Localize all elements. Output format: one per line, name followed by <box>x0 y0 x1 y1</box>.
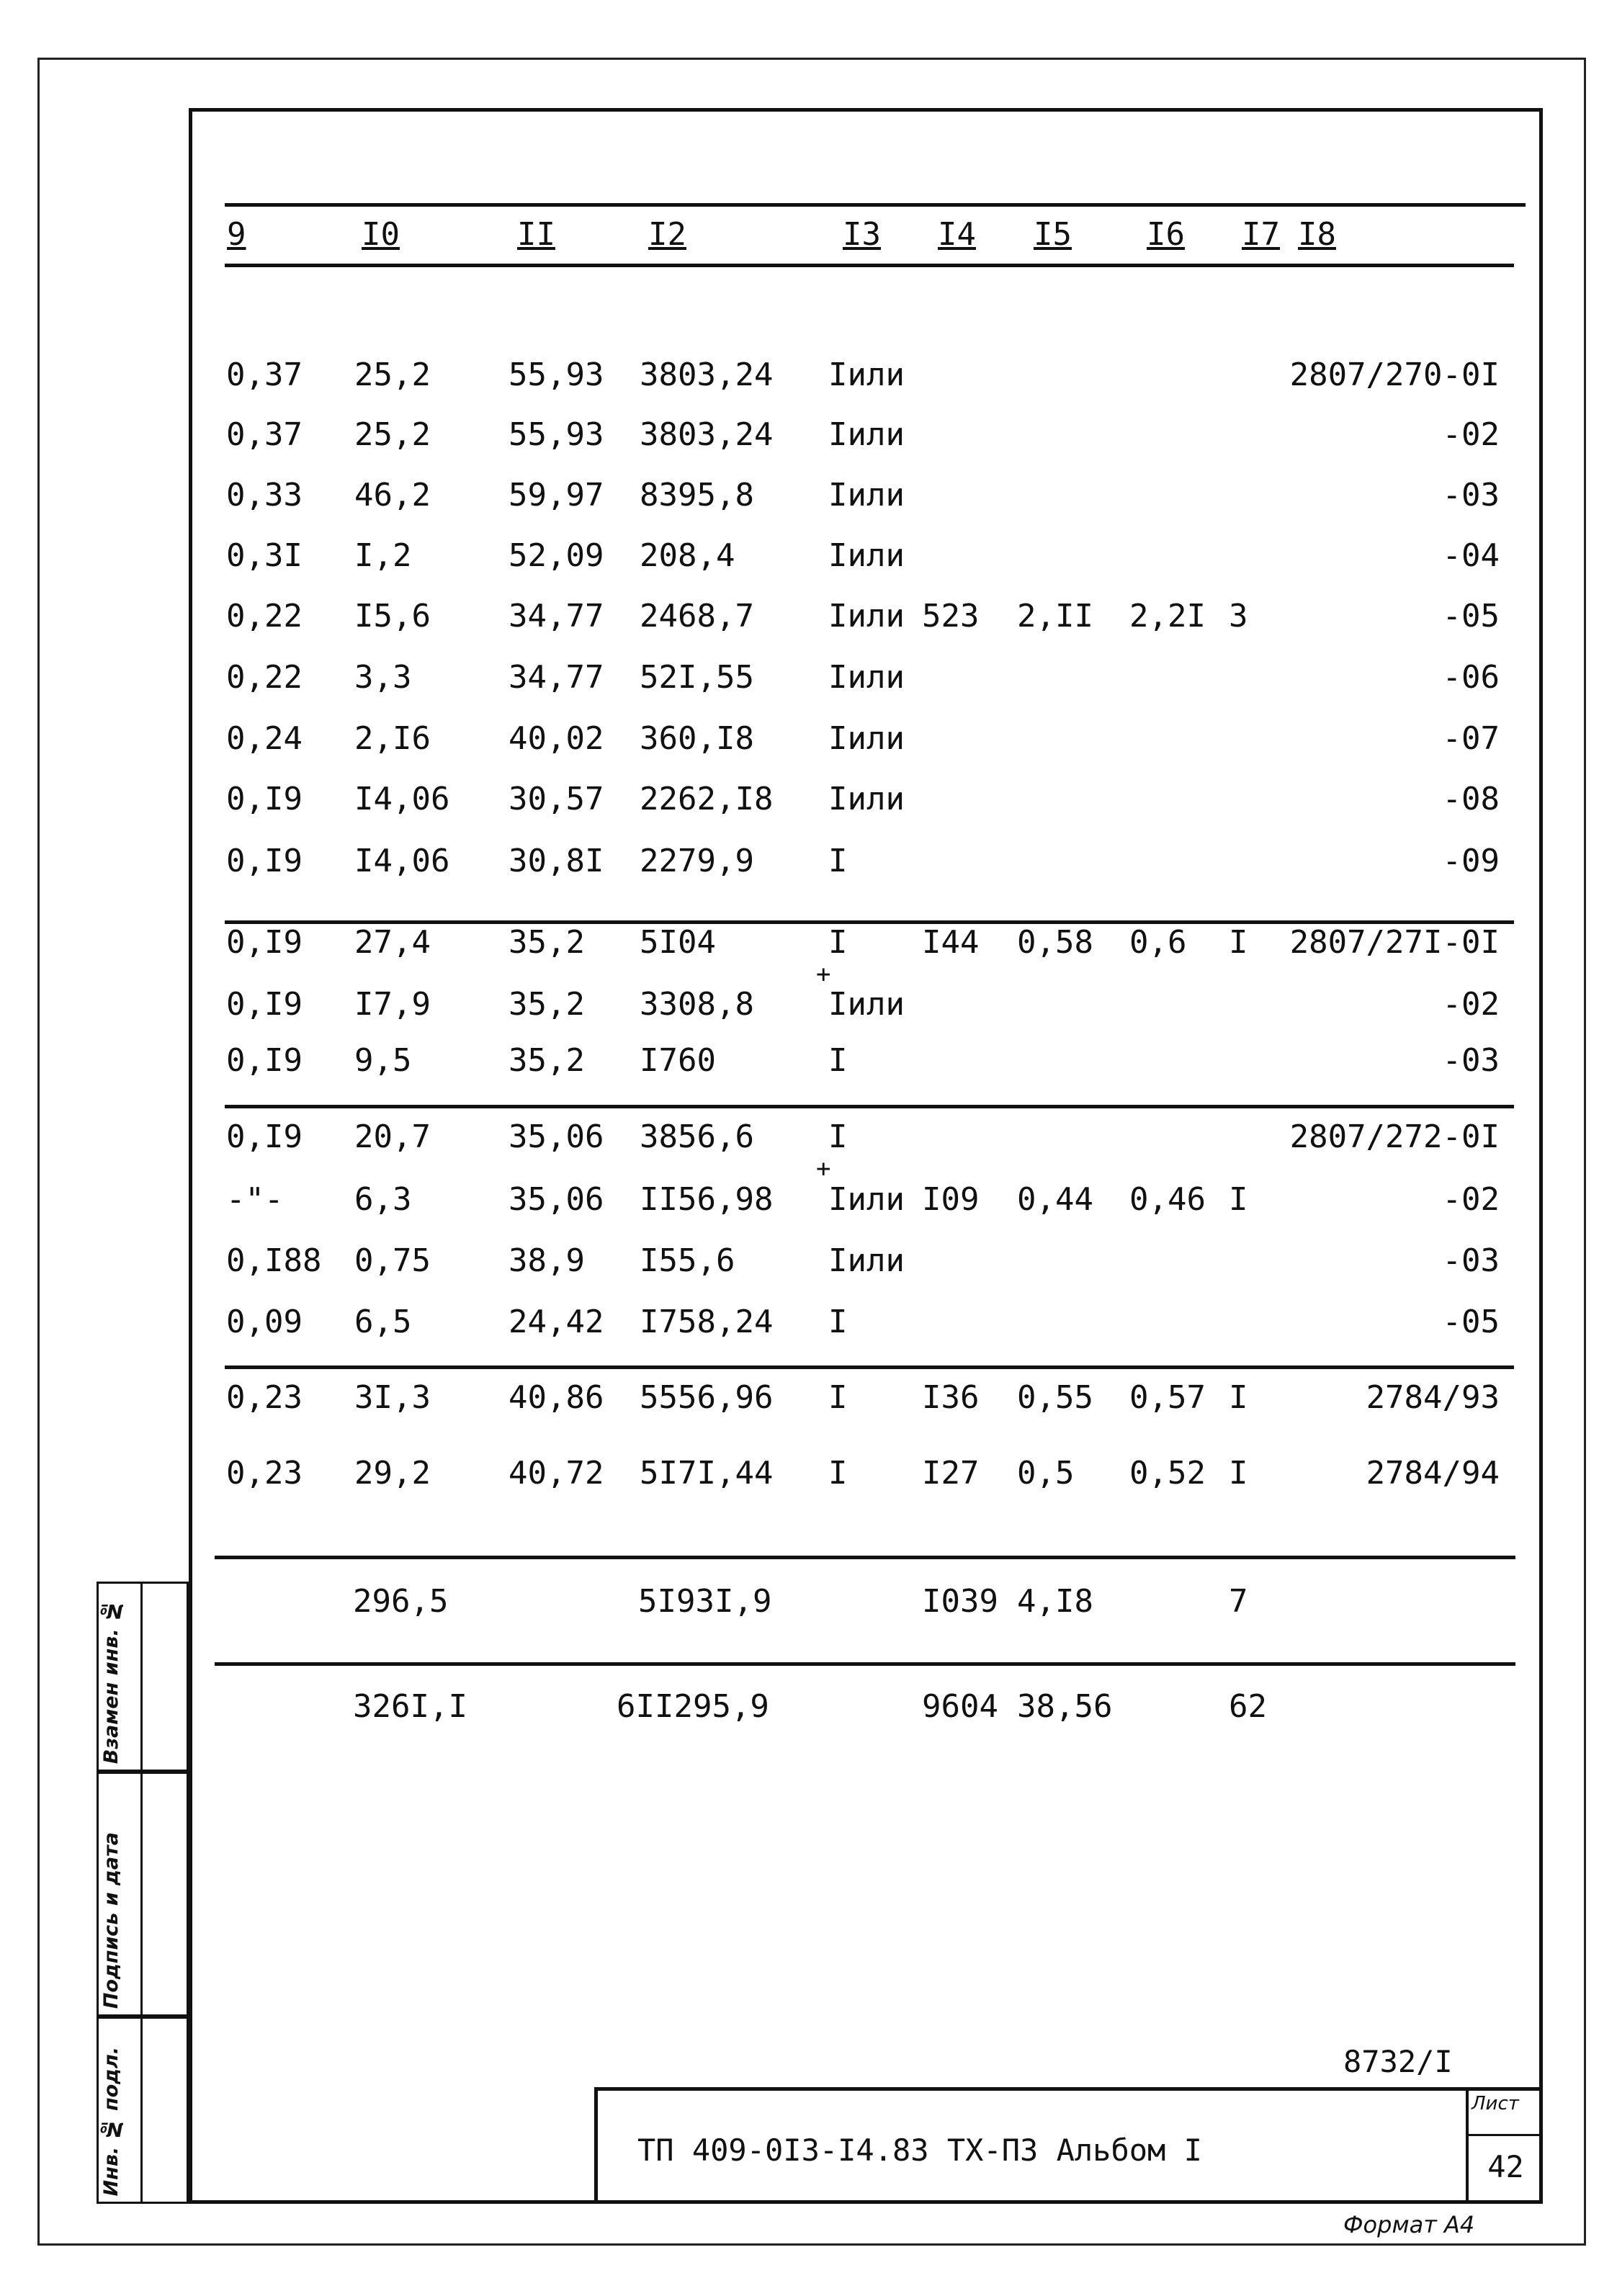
cell-c12: I55,6 <box>640 1242 735 1279</box>
cell-c9: 0,33 <box>226 477 303 514</box>
cell-c13: Iили <box>828 720 905 757</box>
cell-c9: 0,09 <box>226 1304 303 1340</box>
cell-c13: Iили <box>828 416 905 453</box>
cell-c13: I <box>828 1042 848 1079</box>
cell-c10: 0,75 <box>354 1242 431 1279</box>
cell-c18: 2807/27I-0I <box>1289 924 1500 961</box>
sheet-number: 42 <box>1469 2134 1543 2184</box>
cell-c11: 40,02 <box>509 720 604 757</box>
stamp-label-inv-orig: Инв. № подл. <box>100 2046 122 2196</box>
cell-c10: I,2 <box>354 537 412 574</box>
cell-c11: 35,2 <box>509 1042 585 1079</box>
cell-c18: 2807/270-0I <box>1289 356 1500 393</box>
total-c10: 326I,I <box>353 1688 467 1725</box>
col-header-11: II <box>517 216 555 253</box>
total-c14: 9604 <box>922 1688 998 1725</box>
cell-c13: Iили <box>828 659 905 696</box>
total-c17: 62 <box>1229 1688 1267 1725</box>
cell-c11: 30,8I <box>509 843 604 879</box>
cell-c9: 0,24 <box>226 720 303 757</box>
cell-c11: 38,9 <box>509 1242 585 1279</box>
format-label: Формат А4 <box>1343 2211 1475 2238</box>
cell-c13: Iили <box>828 1242 905 1279</box>
cell-c13: Iили <box>828 356 905 393</box>
cell-c12: 5556,96 <box>640 1379 774 1416</box>
cell-c10: 27,4 <box>354 924 431 961</box>
cell-c10: I7,9 <box>354 986 431 1023</box>
cell-c11: 24,42 <box>509 1304 604 1340</box>
cell-c10: I5,6 <box>354 598 431 634</box>
cell-c10: 2,I6 <box>354 720 431 757</box>
cell-c12: II56,98 <box>640 1181 774 1218</box>
total-c12: 6II295,9 <box>617 1688 769 1725</box>
cell-c10: I4,06 <box>354 781 450 817</box>
cell-c12: 360,I8 <box>640 720 754 757</box>
cell-c13: Iили <box>828 781 905 817</box>
stamp-value-inv-replace <box>143 1582 189 1772</box>
cell-c12: 208,4 <box>640 537 735 574</box>
cell-c9: 0,37 <box>226 416 303 453</box>
cell-c9: 0,3I <box>226 537 303 574</box>
cell-c10: I4,06 <box>354 843 450 879</box>
cell-c13: Iили <box>828 986 905 1023</box>
sheet-box <box>1466 2087 1543 2204</box>
cell-c10: 6,3 <box>354 1181 412 1218</box>
stamp-cell-inv-replace <box>97 1582 143 1772</box>
cell-c11: 35,06 <box>509 1118 604 1155</box>
header-bottom-rule <box>225 264 1514 267</box>
cell-c18: 2784/93 <box>1366 1379 1500 1416</box>
cell-c11: 40,72 <box>509 1455 604 1492</box>
cell-c13: Iили <box>828 1181 905 1218</box>
stamp-value-sign-date <box>143 1772 189 2017</box>
subtotal-c14: I039 <box>922 1583 998 1620</box>
header-top-rule <box>225 203 1526 207</box>
cell-c9: -"- <box>226 1181 284 1218</box>
plus-mark: + <box>816 1154 831 1183</box>
cell-c18: -03 <box>1442 477 1500 514</box>
cell-c14: I09 <box>922 1181 980 1218</box>
stamp-label-sign-date: Подпись и дата <box>100 1831 122 2009</box>
total-c15: 38,56 <box>1017 1688 1113 1725</box>
cell-c13: I <box>828 1118 848 1155</box>
cell-c14: I27 <box>922 1455 980 1492</box>
stamp-value-inv-orig <box>143 2017 189 2204</box>
col-header-12: I2 <box>648 216 686 253</box>
cell-c18: -02 <box>1442 986 1500 1023</box>
cell-c16: 0,46 <box>1129 1181 1206 1218</box>
cell-c10: 25,2 <box>354 356 431 393</box>
col-header-13: I3 <box>843 216 881 253</box>
cell-c15: 0,44 <box>1017 1181 1093 1218</box>
cell-c12: 52I,55 <box>640 659 754 696</box>
cell-c18: 2784/94 <box>1366 1455 1500 1492</box>
cell-c12: 2262,I8 <box>640 781 774 817</box>
cell-c13: Iили <box>828 537 905 574</box>
sheet-label: Лист <box>1472 2093 1519 2115</box>
cell-c18: -09 <box>1442 843 1500 879</box>
cell-c18: -05 <box>1442 1304 1500 1340</box>
cell-c12: 3856,6 <box>640 1118 754 1155</box>
cell-c14: I36 <box>922 1379 980 1416</box>
document-designation: ТП 409-0I3-I4.83 ТХ-ПЗ Альбом I <box>637 2133 1202 2168</box>
stamp-label-inv-replace: Взамен инв. № <box>100 1599 122 1764</box>
cell-c11: 35,06 <box>509 1181 604 1218</box>
cell-c18: -05 <box>1442 598 1500 634</box>
cell-c17: I <box>1229 1455 1248 1492</box>
archive-number: 8732/I <box>1343 2044 1453 2079</box>
cell-c11: 34,77 <box>509 659 604 696</box>
col-header-16: I6 <box>1147 216 1185 253</box>
cell-c18: -02 <box>1442 416 1500 453</box>
cell-c17: 3 <box>1229 598 1248 634</box>
cell-c11: 59,97 <box>509 477 604 514</box>
cell-c12: 8395,8 <box>640 477 754 514</box>
col-header-9: 9 <box>227 216 246 253</box>
total-rule <box>215 1662 1515 1666</box>
subtotal-c10: 296,5 <box>353 1583 449 1620</box>
cell-c18: -04 <box>1442 537 1500 574</box>
col-header-10: I0 <box>362 216 400 253</box>
cell-c15: 2,II <box>1017 598 1093 634</box>
cell-c9: 0,I9 <box>226 924 303 961</box>
subtotal-rule <box>215 1556 1515 1559</box>
cell-c10: 3I,3 <box>354 1379 431 1416</box>
cell-c12: 5I04 <box>640 924 716 961</box>
cell-c11: 35,2 <box>509 924 585 961</box>
cell-c11: 40,86 <box>509 1379 604 1416</box>
cell-c13: I <box>828 1304 848 1340</box>
cell-c9: 0,22 <box>226 598 303 634</box>
cell-c10: 6,5 <box>354 1304 412 1340</box>
cell-c13: Iили <box>828 598 905 634</box>
cell-c16: 0,6 <box>1129 924 1187 961</box>
cell-c13: I <box>828 1379 848 1416</box>
cell-c18: -06 <box>1442 659 1500 696</box>
cell-c9: 0,I9 <box>226 781 303 817</box>
col-header-15: I5 <box>1034 216 1072 253</box>
cell-c12: 3803,24 <box>640 416 774 453</box>
cell-c18: 2807/272-0I <box>1289 1118 1500 1155</box>
cell-c16: 0,52 <box>1129 1455 1206 1492</box>
cell-c18: -07 <box>1442 720 1500 757</box>
cell-c12: I760 <box>640 1042 716 1079</box>
cell-c18: -02 <box>1442 1181 1500 1218</box>
cell-c12: I758,24 <box>640 1304 774 1340</box>
cell-c12: 3308,8 <box>640 986 754 1023</box>
cell-c15: 0,55 <box>1017 1379 1093 1416</box>
cell-c15: 0,58 <box>1017 924 1093 961</box>
cell-c11: 55,93 <box>509 416 604 453</box>
cell-c9: 0,37 <box>226 356 303 393</box>
group-separator <box>225 920 1514 924</box>
cell-c13: I <box>828 924 848 961</box>
cell-c18: -08 <box>1442 781 1500 817</box>
col-header-18: I8 <box>1298 216 1336 253</box>
cell-c18: -03 <box>1442 1242 1500 1279</box>
cell-c12: 3803,24 <box>640 356 774 393</box>
cell-c9: 0,23 <box>226 1455 303 1492</box>
cell-c11: 52,09 <box>509 537 604 574</box>
cell-c16: 2,2I <box>1129 598 1206 634</box>
cell-c9: 0,I9 <box>226 1042 303 1079</box>
plus-mark: + <box>816 960 831 989</box>
cell-c13: I <box>828 843 848 879</box>
group-separator <box>225 1366 1514 1369</box>
cell-c12: 2468,7 <box>640 598 754 634</box>
cell-c10: 9,5 <box>354 1042 412 1079</box>
side-stamp <box>97 1582 189 2204</box>
cell-c9: 0,I9 <box>226 986 303 1023</box>
cell-c12: 5I7I,44 <box>640 1455 774 1492</box>
cell-c13: Iили <box>828 477 905 514</box>
subtotal-c15: 4,I8 <box>1017 1583 1093 1620</box>
cell-c11: 34,77 <box>509 598 604 634</box>
cell-c16: 0,57 <box>1129 1379 1206 1416</box>
cell-c17: I <box>1229 924 1248 961</box>
cell-c17: I <box>1229 1181 1248 1218</box>
cell-c9: 0,I9 <box>226 843 303 879</box>
cell-c11: 55,93 <box>509 356 604 393</box>
stamp-cell-inv-orig <box>97 2017 143 2204</box>
group-separator <box>225 1105 1514 1108</box>
cell-c9: 0,22 <box>226 659 303 696</box>
title-block <box>594 2087 1543 2204</box>
cell-c11: 30,57 <box>509 781 604 817</box>
col-header-17: I7 <box>1242 216 1280 253</box>
cell-c10: 29,2 <box>354 1455 431 1492</box>
cell-c14: 523 <box>922 598 980 634</box>
cell-c9: 0,23 <box>226 1379 303 1416</box>
stamp-cell-sign-date <box>97 1772 143 2017</box>
col-header-14: I4 <box>938 216 976 253</box>
subtotal-c12: 5I93I,9 <box>638 1583 772 1620</box>
cell-c12: 2279,9 <box>640 843 754 879</box>
cell-c17: I <box>1229 1379 1248 1416</box>
cell-c10: 46,2 <box>354 477 431 514</box>
cell-c9: 0,I88 <box>226 1242 322 1279</box>
cell-c13: I <box>828 1455 848 1492</box>
cell-c10: 20,7 <box>354 1118 431 1155</box>
subtotal-c17: 7 <box>1229 1583 1248 1620</box>
cell-c10: 3,3 <box>354 659 412 696</box>
cell-c9: 0,I9 <box>226 1118 303 1155</box>
cell-c14: I44 <box>922 924 980 961</box>
cell-c11: 35,2 <box>509 986 585 1023</box>
cell-c15: 0,5 <box>1017 1455 1075 1492</box>
cell-c18: -03 <box>1442 1042 1500 1079</box>
cell-c10: 25,2 <box>354 416 431 453</box>
